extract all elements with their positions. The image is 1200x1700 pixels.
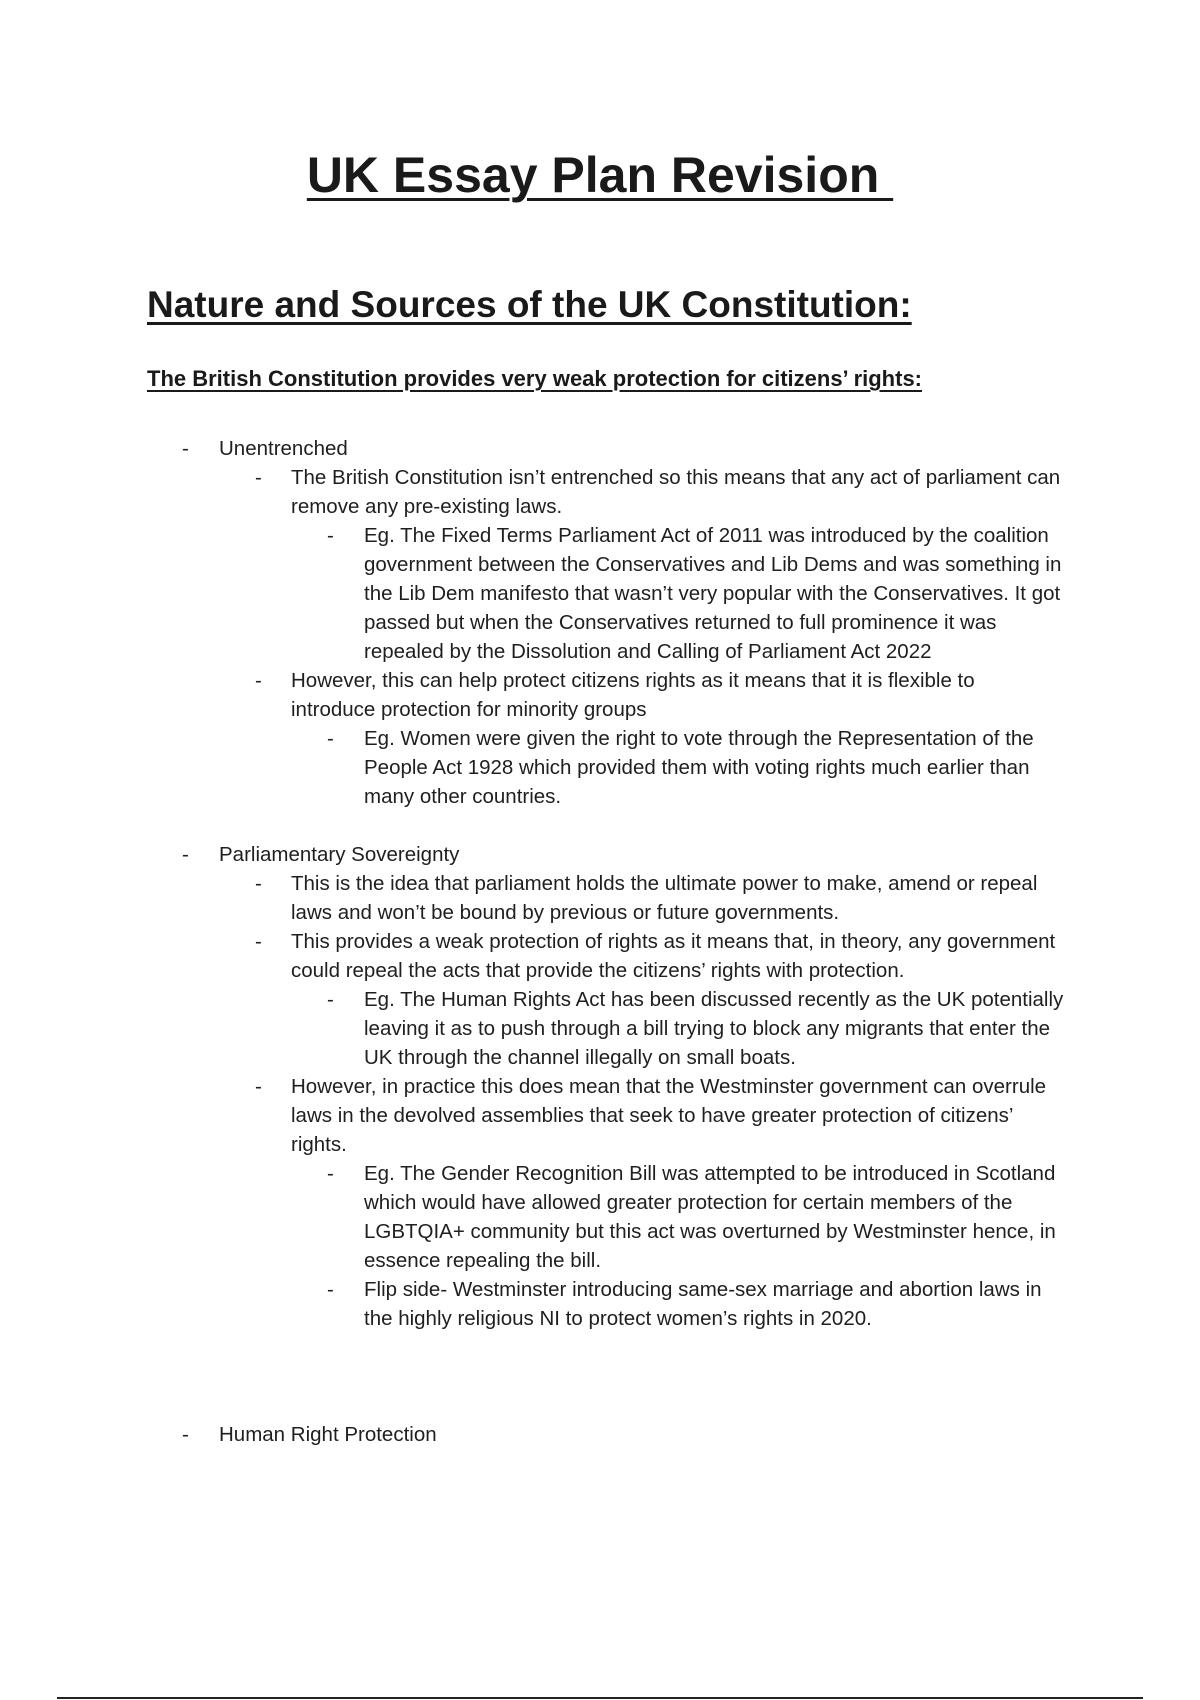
bullet-dash: -	[255, 1075, 262, 1098]
point-detail: However, this can help protect citizens rights as it means that it is flexible to introduce protection for minority groups	[291, 669, 975, 721]
bullet-dash: -	[255, 466, 262, 489]
list-item	[0, 724, 1064, 811]
list-item	[0, 521, 1064, 666]
bullet-dash: -	[327, 1162, 334, 1185]
list-item	[0, 985, 1064, 1072]
bullet-dash: -	[327, 727, 334, 750]
section-heading: Nature and Sources of the UK Constitution:	[147, 284, 912, 325]
bullet-dash: -	[327, 1278, 334, 1301]
example-text: Eg. Women were given the right to vote through the Representation of the People Act 1928 which provided them with voting rights much earlier than many other countries.	[364, 727, 1034, 808]
example-text: Flip side- Westminster introducing same-sex marriage and abortion laws in the highly religious NI to protect women’s rights in 2020.	[364, 1278, 1042, 1330]
bullet-dash: -	[182, 437, 189, 460]
list-item	[0, 840, 1069, 869]
list-item	[0, 869, 1061, 927]
bullet-dash: -	[255, 872, 262, 895]
list-item	[0, 666, 1061, 724]
bullet-dash: -	[182, 1423, 189, 1446]
subheading: The British Constitution provides very weak protection for citizens’ rights:	[147, 366, 923, 391]
list-item	[0, 1420, 1069, 1449]
bullet-dash: -	[255, 930, 262, 953]
point-label: Parliamentary Sovereignty	[219, 843, 460, 866]
point-label: Unentrenched	[219, 437, 348, 460]
list-item	[0, 463, 1061, 521]
list-item	[0, 1072, 1061, 1159]
spacer	[0, 811, 1200, 840]
example-text: Eg. The Human Rights Act has been discussed recently as the UK potentially leaving it as to push through a bill trying to block any migrants that enter the UK through the channel illegally on small boats.	[364, 988, 1064, 1069]
point-detail: However, in practice this does mean that the Westminster government can overrule laws in the devolved assemblies that seek to have greater protection of citizens’ rights.	[291, 1075, 1047, 1156]
point-detail: This is the idea that parliament holds the ultimate power to make, amend or repeal laws and won’t be bound by previous or future governments.	[291, 872, 1038, 924]
example-text: Eg. The Fixed Terms Parliament Act of 2011 was introduced by the coalition government between the Conservatives and Lib Dems and was something in the Lib Dem manifesto that wasn’t very popular with the Conservatives. It got passed but when the Conservatives returned to full prominence it was repealed by the Dissolution and Calling of Parliament Act 2022	[364, 524, 1062, 663]
list-item	[0, 1275, 1064, 1333]
bullet-list	[0, 434, 1200, 1449]
example-text: Eg. The Gender Recognition Bill was attempted to be introduced in Scotland which would have allowed greater protection for certain members of the LGBTQIA+ community but this act was overturned by Westminster hence, in essence repealing the bill.	[364, 1162, 1056, 1272]
list-item	[0, 927, 1061, 985]
page-bottom-rule	[57, 1697, 1143, 1699]
bullet-dash: -	[327, 988, 334, 1011]
point-label: Human Right Protection	[219, 1423, 437, 1446]
list-item	[0, 434, 1069, 463]
bullet-dash: -	[182, 843, 189, 866]
bullet-dash: -	[327, 524, 334, 547]
point-detail: The British Constitution isn’t entrenched so this means that any act of parliament can remove any pre-existing laws.	[291, 466, 1061, 518]
spacer	[0, 1333, 1200, 1420]
document-title: UK Essay Plan Revision	[306, 147, 894, 203]
bullet-dash: -	[255, 669, 262, 692]
point-detail: This provides a weak protection of rights as it means that, in theory, any government could repeal the acts that provide the citizens’ rights with protection.	[291, 930, 1056, 982]
list-item	[0, 1159, 1064, 1275]
